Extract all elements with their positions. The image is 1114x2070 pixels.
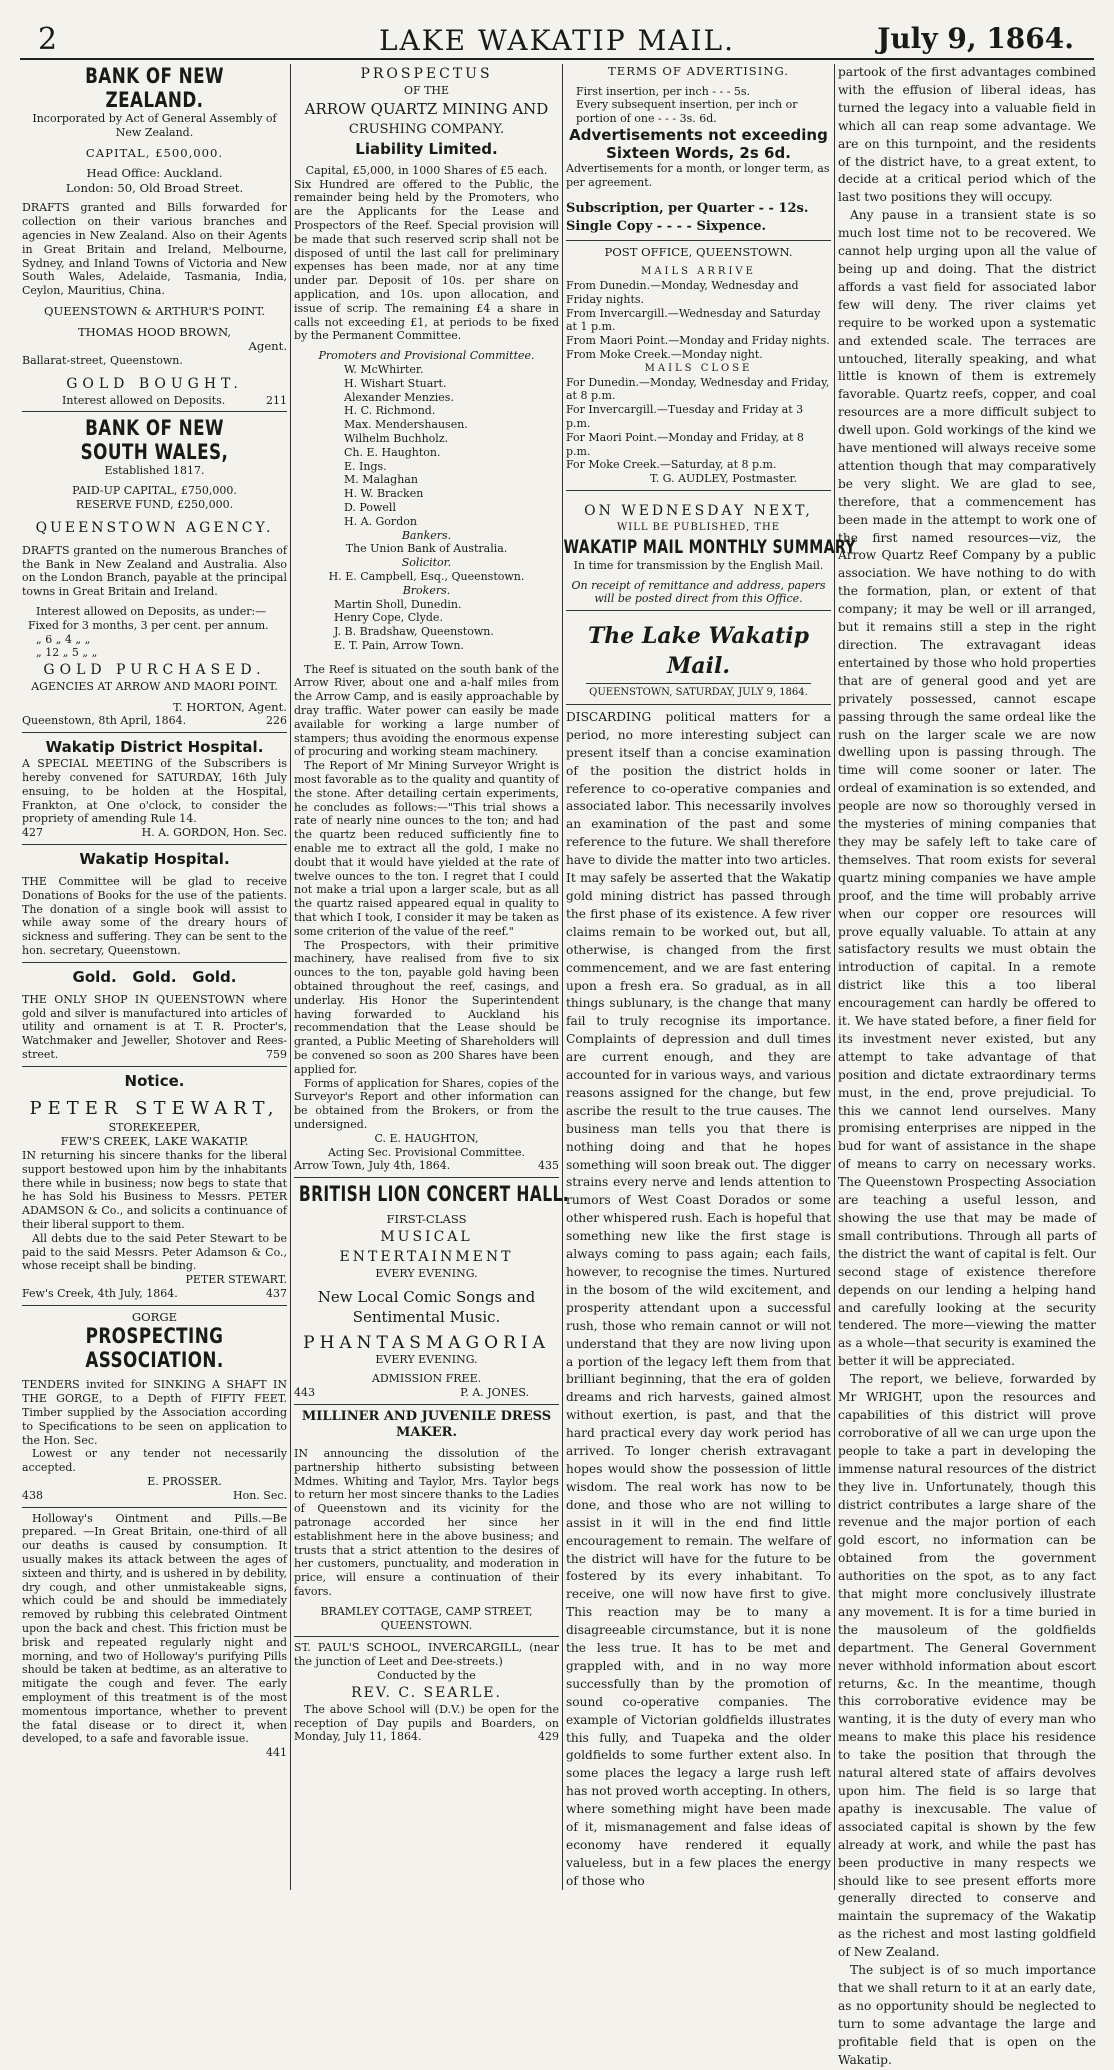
bankers: The Union Bank of Australia. (345, 542, 508, 556)
concert-ad (294, 1182, 570, 1400)
committee-member: H. W. Bracken (344, 487, 424, 501)
gorge-sign-title: Hon. Sec. (233, 1488, 287, 1502)
concert-songs: New Local Comic Songs and Sentimental Music. (317, 1287, 536, 1326)
notice-sign: PETER STEWART. (185, 1273, 287, 1287)
bnsw-place: Queenstown, 8th April, 1864. (22, 714, 187, 728)
ad-number: 429 (538, 1730, 559, 1744)
gold-shop-ad (22, 967, 287, 1062)
editorial-continued: partook of the first advantages combined with the effusion of liberal ideas, has turned the legacy into a valuable field in which all can reap some advantage. We are on this turnpoint, and the residents of the district have, to a great extent, to decide at a critical period which of the last two positions they will occupy. (838, 65, 1096, 205)
arrive-item: From Invercargill.—Wednesday and Saturday at 1 p.m. (566, 306, 821, 334)
concert-every-2: EVERY EVENING. (375, 1352, 478, 1366)
committee-member: M. Malaghan (344, 473, 418, 487)
prospectus-kicker: PROSPECTUS (360, 66, 493, 82)
bnz-title: BANK OF NEW ZEALAND. (85, 64, 224, 112)
summary-line-2: WILL BE PUBLISHED, THE (616, 521, 780, 533)
ad-number: 759 (266, 1047, 287, 1061)
summary-note: On receipt of remittance and address, papers will be posted direct from this Office. (571, 578, 826, 606)
mails-arrive: MAILS ARRIVE (641, 266, 756, 278)
prospectus-crushing: CRUSHING COMPANY. (348, 121, 505, 137)
column-1 (22, 64, 287, 1890)
milliner-address: BRAMLEY COTTAGE, CAMP STREET, QUEENSTOWN. (320, 1604, 533, 1632)
bnsw-interest-1: Fixed for 3 months, 3 per cent. per annum. (28, 618, 269, 632)
committee-member: W. McWhirter. (344, 362, 424, 376)
editorial-paragraph: Any pause in a transient state is so much lost time not to be recovered. We cannot help urging upon all the value of being up and doing. That the district affords a vast field for associated labor few will deny. The river claims yet require to be worked upon a systematic and extended scale. The terraces are untouched, literally speaking, and what little is known of them is extremely favorable. Quartz reefs, copper, and coal resources are a more difficult subject to dwell upon. Gold workings of the kind we have mentioned will always receive some attention though that may comparatively be very slight. We are glad to see, therefore, that a commencement has been made in the attempt to work one of the first named resources—viz, the Arrow Quartz Reef Company by a public association. We have nothing to do with the formation, plan, or extent of that company; it may be well or ill arranged, but it remains still a step in the right direction. The extravagant ideas entertained by those who hold properties that are of general good and yet are privately possessed, cannot escape passing through the same ordeal like the rush on the larger scale we are now dwelling upon is passing through. The time will come sooner or later. The ordeal of examination is so extended, and people are now so thoroughly versed in the mysteries of mining companies that they may be safely left to take care of themselves. That room exists for several quartz mining companies we have ample proof, and the time will probably arrive when our copper ore resources will prove equally valuable. To attain at any satisfactory results we must obtain the introduction of capital. In a remote district like this a too liberal encouragement can hardly be offered to it. We have stated before, a finer field for its investment never existed, but any attempt to take advantage of that position and dictate extraordinary terms must, in the end, prove prejudicial. To this we cannot lend ourselves. Many promising enterprises are nipped in the bud for want of assistance in the shape of means to carry on necessary works. The Queenstown Prospecting Association are teaching a useful lesson, and showing the use that may be made of small contributions. Through all parts of the district the want of capital is felt. Our second stage of existence therefore depends on our lending a helping hand and carefully looking at the security tendered. The more—viewing the matter as a whole—that security is examined the better it will be appreciated. (838, 208, 1096, 1369)
concert-musical: MUSICAL ENTERTAINMENT (339, 1228, 514, 1265)
bnsw-paid-up: PAID-UP CAPITAL, £750,000. (72, 484, 237, 498)
gorge-kicker: GORGE (131, 1309, 178, 1324)
broker: J. B. Bradshaw, Queenstown. (334, 625, 494, 639)
editorial-body: DISCARDING political matters for a period, no more interesting subject can present itself than a concise examination of the position the district holds in reference to co-operative companies and associated labor. This necessarily involves an examination of the past and some reference to the future. We shall therefore have to divide the matter into two articles. It may safely be asserted that the Wakatip gold mining district has passed through the first phase of its existence. A few river claims remain to be worked out, but all, otherwise, is changed from the first commencement, and we are fast entering upon a fresh era. So gradual, as in all things sublunary, is the change that many fail to truly recognise its importance. Complaints of depression and dull times are current enough, and they are accounted for in various ways, and various reasons assigned for the change, but few ascribe the result to the true causes. The business man tells you that there is nothing doing and that he hopes something will soon break out. The digger strains every nerve and lends attention to rumors of West Coast Dorados or some other whispered rush. Each is hopeful that something new like the first stage is always coming to pass again; each fails, however, to recognise the times. Nurtured in the bosom of the wild excitement, and prosperity attendant upon a successful rush, those who remain cannot or will not understand that they are now living upon a portion of the legacy left them from that brilliant beginning, that the era of golden dreams and rich harvests, gained almost without exertion, is past, and that the hard practical every day work period has arrived. To longer cherish extravagant hopes would show the possession of little wisdom. The real work has now to be done, and those who are not willing to assist in it will in the end find little encouragement to remain. The welfare of the district will have for the future to be fostered by its every inhabitant. To receive, one will now have first to give. This reaction may be to many a disagreeable circumstance, but it is none the less true. It has to be met and grappled with, and in no way more successfully than by the promotion of sound co-operative companies. The example of Victorian goldfields illustrates this fully, and Tuapeka and the older goldfields to some further extent also. In some places the legacy a large rush left has not proved worth accepting. In others, where something might have been made of it, mismanagement and false ideas of economy have rendered it equally valueless, but in a few places the energy of those who (566, 709, 831, 1888)
broker: Martin Sholl, Dunedin. (334, 597, 462, 611)
gold-shop-body: THE ONLY SHOP IN QUEENSTOWN where gold and silver is manufactured into articles of utility and ornament is at T. R. Procter's, Watchmaker and Jeweller, Shotover and Rees-street. (22, 992, 287, 1062)
bnsw-agency: QUEENSTOWN AGENCY. (35, 519, 274, 536)
ad-number: 435 (538, 1159, 559, 1173)
prospectus-capital: Capital, £5,000, in 1000 Shares of £5 each. (305, 163, 548, 177)
milliner-ad (294, 1409, 559, 1632)
solicitor: H. E. Campbell, Esq., Queenstown. (328, 569, 525, 583)
masthead (0, 18, 1114, 56)
column-divider (290, 64, 291, 1890)
brokers-list (294, 598, 559, 653)
hospital-books-title: Wakatip Hospital. (79, 850, 230, 869)
summary-line-3: In time for transmission by the English Mail. (573, 558, 824, 572)
terms-box (566, 64, 831, 236)
ad-number: 438 (22, 1488, 43, 1502)
summary-line-1: ON WEDNESDAY NEXT, (584, 502, 813, 519)
prospectus-body: Six Hundred are offered to the Public, the remainder being held by the Promoters, who are the Applicants for the Lease and Prospectors of the Reef. Special provision will be made that such reserved scrip shall not be disposed of until the last call for preliminary expenses has been made, nor at any time under par. Deposit of 10s. per share on application, and 10s. upon allocation, and issue of scrip. The remaining £4 a share in calls not exceeding £1, at periods to be fixed by the Permanent Committee. (294, 177, 559, 343)
gold-shop-title: Gold. Gold. Gold. (72, 967, 237, 986)
prospectus-report: The Report of Mr Mining Surveyor Wright is most favorable as to the quality and quantity of the stone. After detailing certain experiments, he concludes as follows:—"This trial shows a rate of nearly nine ounces to the ton; and had the quartz been reduced sufficiently fine to enable me to extract all the gold, I make no doubt that it would have yielded at the rate of twelve ounces to the ton. I regret that I could not make a trial upon a larger scale, but as all the quartz raised appeared equal in quality to that which I took, I consider it may be taken as some criterion of the value of the reef." (294, 759, 559, 938)
notice-role: STOREKEEPER, (108, 1120, 201, 1134)
bnz-address: Ballarat-street, Queenstown. (22, 353, 183, 367)
prospectus-company: ARROW QUARTZ MINING AND (304, 99, 549, 118)
ad-number: 211 (266, 393, 287, 407)
prospectus-sign-title: Acting Sec. Provisional Committee. (327, 1145, 526, 1159)
bnz-body: DRAFTS granted and Bills forwarded for collection on their various branches and agencies in New Zealand. Also on their Agents in Great Britain and Ireland, Melbourne, Sydney, and Inland Towns of Victoria and New South Wales, Adelaide, Tasmania, India, Ceylon, Mauritius, China. (22, 201, 287, 298)
hospital-meeting-sign: H. A. GORDON, Hon. Sec. (141, 826, 287, 840)
gorge-sign: E. PROSSER. (147, 1474, 222, 1488)
bnz-ad (22, 64, 287, 407)
issue-date: July 9, 1864. (877, 22, 1074, 55)
prospectus-prospectors: The Prospectors, with their primitive machinery, have realised from five to six ounces to the ton, payable gold having been obtained throughout the reef, casings, and underlay. His Honor the Superintendent having forwarded to Auckland his recommendation that the Lease should be granted, a Public Meeting of Shareholders will be convened so soon as 200 Shares have been applied for. (294, 938, 559, 1076)
committee-member: H. C. Richmond. (344, 404, 436, 418)
milliner-title: MILLINER AND JUVENILE DRESS MAKER. (301, 1408, 552, 1440)
gorge-body-2: Lowest or any tender not necessarily accepted. (22, 1447, 287, 1475)
holloway-ad (22, 1512, 287, 1760)
bnsw-title: BANK OF NEW SOUTH WALES, (80, 416, 229, 465)
prospectus-committee-head: Promoters and Provisional Committee. (318, 349, 535, 363)
prospectus-place: Arrow Town, July 4th, 1864. (294, 1159, 451, 1173)
bnz-head-office: Head Office: Auckland. (86, 166, 223, 181)
committee-member: Wilhelm Buchholz. (344, 431, 449, 445)
notice-date: Few's Creek, 4th July, 1864. (22, 1286, 178, 1300)
column-3 (563, 64, 856, 1890)
bnz-branch: QUEENSTOWN & ARTHUR'S POINT. (43, 303, 266, 318)
hospital-books-ad (22, 849, 287, 958)
column-divider (834, 64, 835, 1890)
school-ad (294, 1641, 559, 1744)
committee-member: H. Wishart Stuart. (344, 376, 447, 390)
ad-number: 441 (266, 1746, 287, 1760)
column-4 (838, 64, 1096, 2067)
mails-close: MAILS CLOSE (644, 362, 753, 374)
bnsw-body: DRAFTS granted on the numerous Branches of the Bank in New Zealand and Australia. Also on the London Branch, payable at the principal towns in Great Britain and Ireland. (22, 543, 287, 599)
notice-name: PETER STEWART, (29, 1097, 280, 1119)
concert-phantasmagoria: PHANTASMAGORIA (303, 1332, 550, 1353)
bnsw-established: Established 1817. (104, 464, 205, 478)
committee-member: Ch. E. Haughton. (344, 445, 441, 459)
bnsw-gold: GOLD PURCHASED. (43, 662, 266, 679)
concert-admission: ADMISSION FREE. (371, 1372, 482, 1386)
bnz-capital: CAPITAL, £500,000. (85, 145, 224, 160)
newspaper-title: LAKE WAKATIP MAIL. (378, 24, 736, 57)
terms-subscription: Subscription, per Quarter - - 12s. (566, 200, 809, 216)
bnsw-interest-3: „ 12 „ 5 „ „ (36, 646, 98, 660)
summary-ad (563, 495, 856, 606)
bnsw-agent: T. HORTON, Agent. (172, 699, 287, 714)
bnz-interest: Interest allowed on Deposits. (62, 393, 226, 407)
masthead-rule (20, 58, 1094, 60)
prospectus-reef: The Reef is situated on the south bank of the Arrow River, about one and a-half miles from the Arrow Camp, and is easily approachable by dray traffic. Water power can easily be made available for working a large number of stampers; thus avoiding the enormous expense of procuring and working steam machinery. (294, 662, 559, 759)
gorge-body: TENDERS invited for SINKING A SHAFT IN THE GORGE, to a Depth of FIFTY FEET. Timber supplied by the Association according to Specifications to be seen on application to the Hon. Sec. (22, 1378, 287, 1447)
bnsw-reserve: RESERVE FUND, £250,000. (75, 497, 234, 511)
prospectus-of-the: OF THE (403, 84, 450, 97)
notice-body: IN returning his sincere thanks for the liberal support bestowed upon him by the inhabitants there while in business; now begs to state that he has Sold his Business to Messrs. PETER ADAMSON & Co., and solicits a continuance of their liberal support to them. (22, 1149, 287, 1231)
bnsw-interest-2: „ 6 „ 4 „ „ (36, 632, 91, 646)
brokers-head: Brokers. (402, 583, 451, 597)
close-item: For Dunedin.—Monday, Wednesday and Friday, at 8 p.m. (566, 375, 830, 403)
arrive-item: From Moke Creek.—Monday night. (566, 347, 763, 361)
notice-place: FEW'S CREEK, LAKE WAKATIP. (60, 1134, 249, 1149)
concert-title: BRITISH LION CONCERT HALL. (298, 1182, 570, 1207)
notice-body-2: All debts due to the said Peter Stewart to be paid to the said Messrs. Peter Adamson & Co., whose receipt shall be binding. (22, 1231, 287, 1273)
committee-member: H. A. Gordon (344, 514, 417, 528)
editorial-paragraph: The report, we believe, forwarded by Mr WRIGHT, upon the resources and capabilities of this district will prove corroborative of all we can urge upon the people to take a part in developing the immense natural resources of the district they live in. Unfortunately, though this district contributes a large share of the revenue and the major portion of each gold escort, no information can be obtained from the government authorities on the spot, as to any fact that might more conclusively illustrate any movement. It is for a time buried in the mausoleum of the goldfields department. The General Government never withhold information about escort returns, &c. In the meantime, though this corroborative evidence may be wanting, it is the duty of every man who means to make this place his residence to take the position that through the natural altered state of affairs devolves upon him. The field is so large that apathy is inexcusable. The value of associated capital is shown by the few already at work, and while the past has been productive in many respects we should like to see present efforts more generally directed to conserve and maintain the supremacy of the Wakatip as the richest and most lasting goldfield of New Zealand. (838, 1372, 1096, 1960)
prospectus-limited: Liability Limited. (355, 139, 498, 158)
arrive-item: From Maori Point.—Monday and Friday nights. (566, 334, 830, 348)
solicitor-head: Solicitor. (401, 556, 452, 570)
arrive-item: From Dunedin.—Monday, Wednesday and Friday nights. (566, 278, 799, 306)
hospital-meeting-ad (22, 737, 287, 840)
bnz-agent-title: Agent. (248, 339, 287, 354)
gorge-ad (22, 1310, 287, 1503)
column-2 (294, 64, 570, 1890)
notice-ad (22, 1071, 287, 1301)
ad-number: 427 (22, 826, 43, 840)
prospectus-forms: Forms of application for Shares, copies of the Surveyor's Report and other information can be obtained from the Brokers, or from the undersigned. (294, 1076, 559, 1131)
broker: Henry Cope, Clyde. (334, 611, 443, 625)
terms-first: First insertion, per inch - - - 5s. (576, 84, 751, 98)
bnz-london: London: 50, Old Broad Street. (65, 180, 244, 195)
post-office-box (566, 245, 831, 486)
committee-member: D. Powell (344, 500, 396, 514)
ad-number: 443 (294, 1386, 315, 1400)
bnsw-agencies: AGENCIES AT ARROW AND MAORI POINT. (31, 680, 278, 694)
close-item: For Moke Creek.—Saturday, at 8 p.m. (566, 458, 777, 472)
editorial (566, 615, 831, 1891)
close-item: For Invercargill.—Tuesday and Friday at 3 p.m. (566, 403, 804, 430)
committee-member: Alexander Menzies. (344, 390, 454, 404)
hospital-meeting-title: Wakatip District Hospital. (45, 738, 264, 757)
bnz-gold-bought: GOLD BOUGHT. (66, 375, 243, 392)
broker: E. T. Pain, Arrow Town. (334, 638, 464, 652)
concert-first: FIRST-CLASS (386, 1212, 467, 1227)
bnz-incorporated: Incorporated by Act of General Assembly of New Zealand. (32, 112, 277, 139)
ad-number: 226 (266, 714, 287, 728)
column-divider (562, 64, 563, 1890)
committee-list (294, 363, 559, 529)
terms-every: Every subsequent insertion, per inch or portion of one - - - 3s. 6d. (576, 98, 798, 126)
school-conducted: Conducted by the (377, 1668, 476, 1682)
summary-title: WAKATIP MAIL MONTHLY SUMMARY (563, 535, 856, 558)
hospital-meeting-body: A SPECIAL MEETING of the Subscribers is hereby convened for SATURDAY, 16th July ensuing, to be holden at the Hospital, Frankton, at One o'clock, to consider the propriety of amending Rule 14. (22, 757, 287, 826)
milliner-body: IN announcing the dissolution of the partnership hitherto subsisting between Mdmes. Whiting and Taylor, Mrs. Taylor begs to return her most sincere thanks to the Ladies of Queenstown and its vicinity for the patronage accorded her since her establishment here in the above business; and trusts that a strict attention to the desires of her customers, punctuality, and moderation in price, will ensure a continuation of their favors. (294, 1446, 559, 1598)
gorge-title: PROSPECTING ASSOCIATION. (85, 1324, 224, 1373)
ad-number: 437 (266, 1286, 287, 1300)
holloway-body: Holloway's Ointment and Pills.—Be prepared. —In Great Britain, one-third of all our deaths is caused by consumption. It usually makes its attack between the ages of sixteen and thirty, and is ushered in by debility, dry cough, and other unmistakeable signs, which could be and should be immediately removed by rubbing this celebrated Ointment upon the back and chest. This friction must be brisk and repeated regularly night and morning, and two of Holloway's purifying Pills should be taken at bedtime, as an alterative to mitigate the cough and fever. The early employment of this treatment is of the most momentous importance, whether to prevent the fatal disease or to direct it, when developed, to a safe and favorable issue. (22, 1511, 287, 1746)
concert-sign: P. A. JONES. (460, 1386, 529, 1400)
bankers-head: Bankers. (401, 528, 452, 542)
committee-member: Max. Mendershausen. (344, 418, 468, 432)
terms-notice: Advertisements not exceeding Sixteen Words, 2s 6d. (569, 125, 828, 162)
prospectus-ad (294, 64, 559, 1173)
editorial-paragraph: The subject is of so much importance that we shall return to it at an early date, as no opportunity should be neglected to turn to some advantage the large and profitable field that is open on the Wakatip. (838, 1963, 1096, 2067)
editorial-masthead: The Lake Wakatip Mail. (587, 623, 810, 680)
bnsw-ad (22, 416, 287, 728)
hospital-books-body: THE Committee will be glad to receive Donations of Books for the use of the patients. The donation of a single book will assist to while away some of the dreary hours of sickness and suffering. They can be sent to the hon. secretary, Queenstown. (22, 875, 287, 958)
post-sign: T. G. AUDLEY, Postmaster. (649, 472, 798, 486)
editorial-dateline: QUEENSTOWN, SATURDAY, JULY 9, 1864. (589, 687, 808, 699)
prospectus-sign: C. E. HAUGHTON, (374, 1131, 479, 1145)
school-rev: REV. C. SEARLE. (351, 1684, 502, 1701)
post-title: POST OFFICE, QUEENSTOWN. (604, 244, 793, 259)
terms-month: Advertisements for a month, or longer term, as per agreement. (566, 161, 830, 189)
terms-title: TERMS OF ADVERTISING. (608, 64, 789, 78)
page-number: 2 (38, 22, 58, 57)
bnz-agent-name: THOMAS HOOD BROWN, (77, 324, 232, 339)
terms-single: Single Copy - - - - Sixpence. (566, 218, 767, 234)
close-item: For Maori Point.—Monday and Friday, at 8 p.m. (566, 430, 804, 458)
committee-member: E. Ings. (344, 459, 387, 473)
bnsw-interest-head: Interest allowed on Deposits, as under:— (36, 604, 267, 618)
school-body-2: The above School will (D.V.) be open for the reception of Day pupils and Boarders, on Monday, July 11, 1864. (294, 1702, 559, 1744)
concert-every: EVERY EVENING. (375, 1266, 478, 1280)
school-body: ST. PAUL'S SCHOOL, INVERCARGILL, (near the junction of Leet and Dee-streets.) (294, 1641, 559, 1669)
notice-title: Notice. (124, 1071, 185, 1090)
